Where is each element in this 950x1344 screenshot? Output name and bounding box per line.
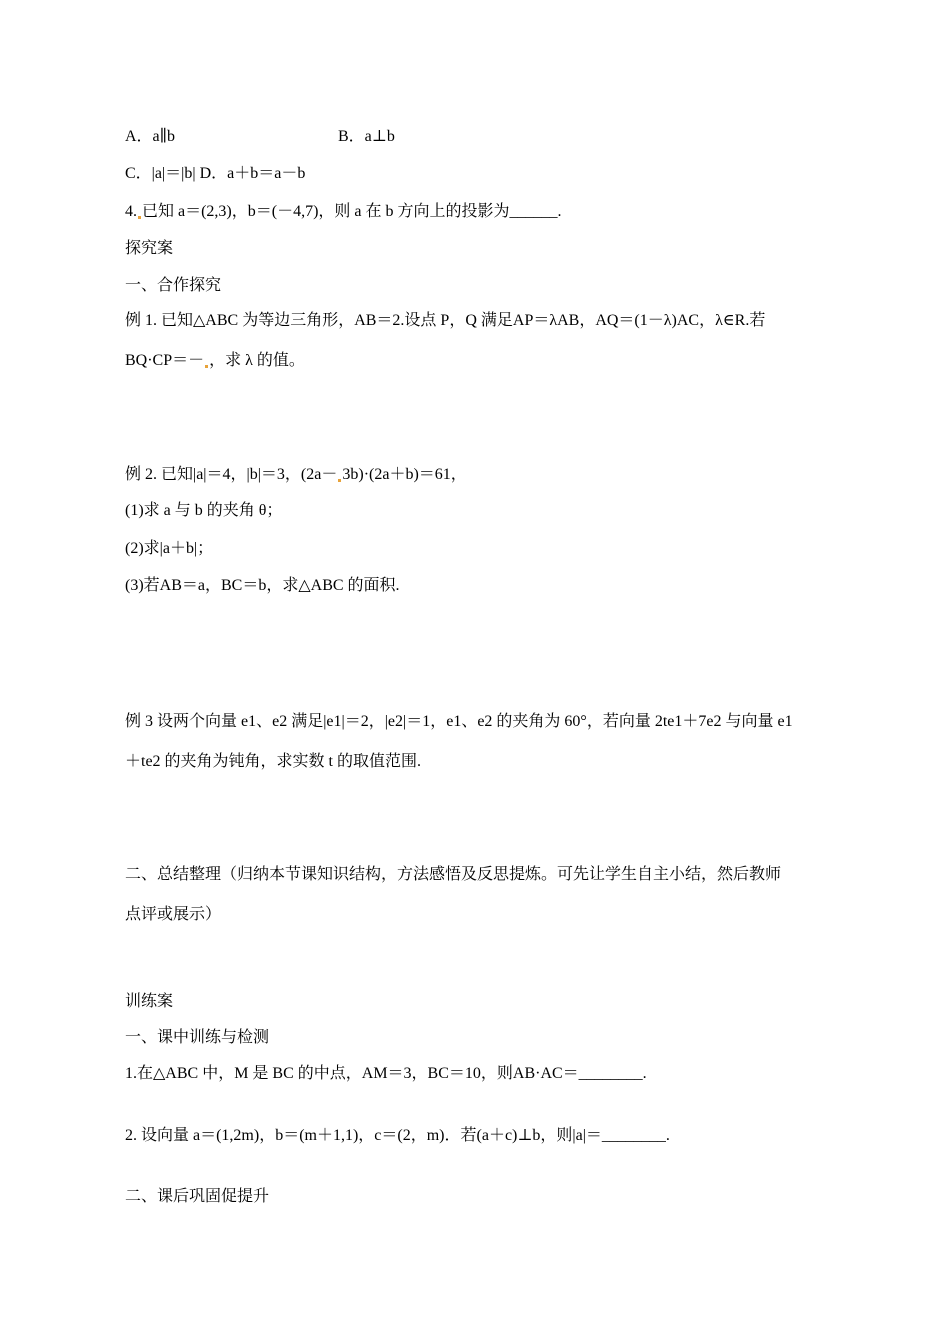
example-2-question-1: (1)求 a 与 b 的夹角 θ； <box>125 502 283 519</box>
training-section-2: 二、课后巩固促提升 <box>125 1188 270 1205</box>
option-a: A．a∥b <box>125 128 176 145</box>
q3-options-row-2: C．|a|＝|b| D．a＋b＝a－b <box>125 165 306 182</box>
marker-dot <box>205 365 208 368</box>
example-1-line-1: 例 1. 已知△ABC 为等边三角形，AB＝2.设点 P，Q 满足AP＝λAB，AQ＝(1－λ)AC，λ∈R.若 <box>125 312 766 329</box>
example-3-line-2: ＋te2 的夹角为钝角，求实数 t 的取值范围. <box>125 753 421 770</box>
example-1-line-2 <box>125 351 305 371</box>
question-4 <box>125 202 562 222</box>
question-4-number: 4. <box>125 203 137 220</box>
training-question-2: 2. 设向量 a＝(1,2m)，b＝(m＋1,1)，c＝(2，m)．若(a＋c)⊥b，则|a|＝________. <box>125 1127 670 1144</box>
summary-line-1: 二、总结整理（归纳本节课知识结构，方法感悟及反思提炼。可先让学生自主小结，然后教师 <box>125 866 782 883</box>
example-2-line-1-a: 例 2. 已知|a|＝4，|b|＝3，(2a－ <box>125 466 338 483</box>
marker-dot <box>138 216 141 219</box>
explore-section-1: 一、合作探究 <box>125 277 222 294</box>
training-title: 训练案 <box>125 993 174 1010</box>
marker-dot <box>338 479 341 482</box>
example-2-line-1 <box>125 465 467 485</box>
example-1-line-2-a: BQ·CP＝－ <box>125 352 205 369</box>
q3-options-row-1 <box>125 127 395 147</box>
option-b: B．a⊥b <box>338 128 395 145</box>
question-4-text: 已知 a＝(2,3)，b＝(－4,7)，则 a 在 b 方向上的投影为______. <box>142 203 562 220</box>
training-question-1: 1.在△ABC 中，M 是 BC 的中点，AM＝3，BC＝10，则AB·AC＝________. <box>125 1065 647 1082</box>
example-2-question-3: (3)若AB＝a，BC＝b，求△ABC 的面积. <box>125 577 400 594</box>
training-section-1: 一、课中训练与检测 <box>125 1029 270 1046</box>
example-1-line-2-b: ，求 λ 的值。 <box>209 352 305 369</box>
explore-title: 探究案 <box>125 240 174 257</box>
example-3-line-1: 例 3 设两个向量 e1、e2 满足|e1|＝2，|e2|＝1，e1、e2 的夹角为 60°，若向量 2te1＋7e2 与向量 e1 <box>125 713 793 730</box>
example-2-question-2: (2)求|a＋b|； <box>125 540 214 557</box>
summary-line-2: 点评或展示） <box>125 906 222 923</box>
example-2-line-1-b: 3b)·(2a＋b)＝61， <box>342 466 467 483</box>
